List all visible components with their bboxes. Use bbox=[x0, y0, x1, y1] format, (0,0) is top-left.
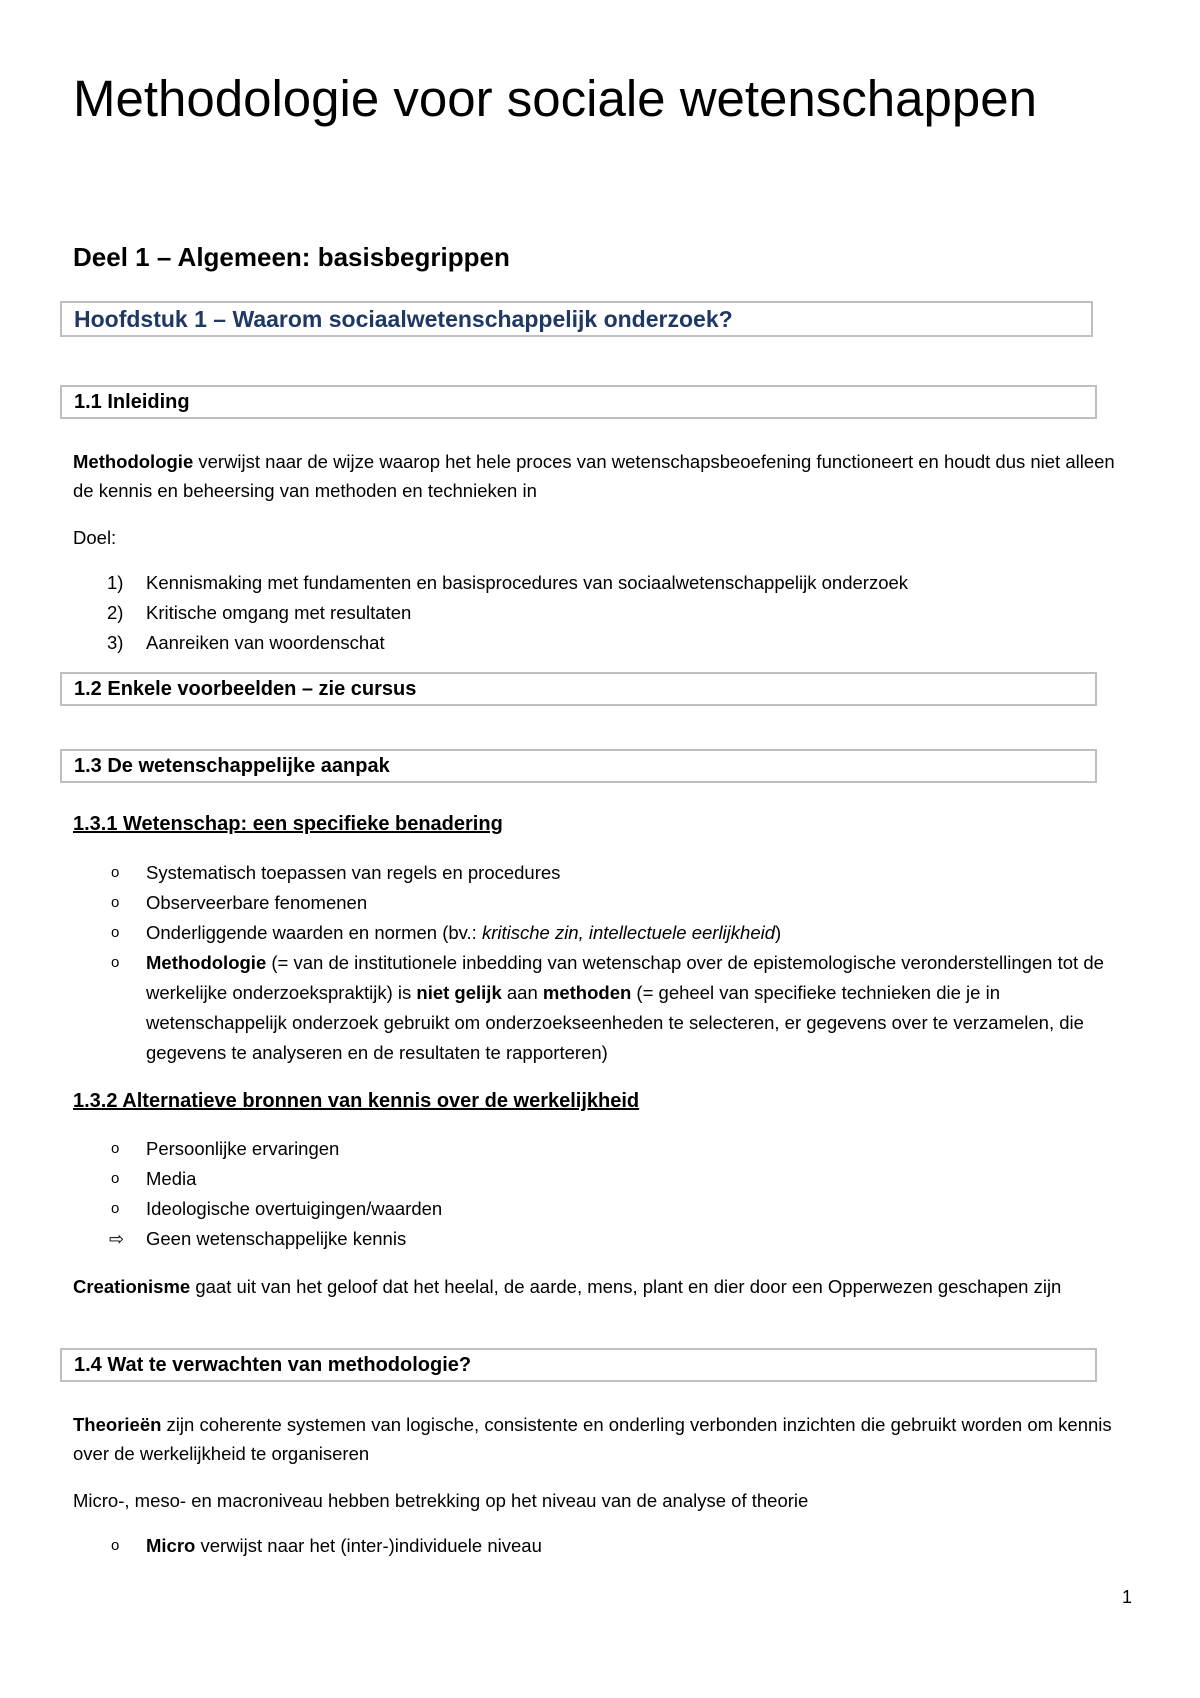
creationism-definition bbox=[73, 1272, 1133, 1301]
list-item bbox=[73, 568, 1133, 598]
subsection-heading-1-3-1: 1.3.1 Wetenschap: een specifieke benadering bbox=[73, 813, 503, 835]
bullet-icon: o bbox=[111, 954, 120, 971]
list-item-text: Observeerbare fenomenen bbox=[146, 892, 368, 913]
list-item bbox=[73, 918, 1133, 948]
methodologie-definition bbox=[73, 447, 1133, 505]
list-item bbox=[73, 628, 1133, 658]
levels-text: Micro-, meso- en macroniveau hebben betrekking op het niveau van de analyse of theorie bbox=[73, 1490, 809, 1511]
list-item-text: Kritische omgang met resultaten bbox=[146, 602, 412, 623]
term-creationisme: Creationisme bbox=[73, 1276, 191, 1297]
section-heading-box-1-2 bbox=[60, 672, 1097, 706]
subsection-heading-1-3-2: 1.3.2 Alternatieve bronnen van kennis over de werkelijkheid bbox=[73, 1090, 640, 1112]
list-item bbox=[73, 1134, 1133, 1164]
bullet-icon: o bbox=[111, 864, 120, 881]
list-item-text: Kennismaking met fundamenten en basisprocedures van sociaalwetenschappelijk onderzoek bbox=[146, 572, 909, 593]
goal-label: Doel: bbox=[73, 527, 117, 548]
list-item bbox=[73, 888, 1133, 918]
arrow-right-icon: ⇨ bbox=[109, 1229, 125, 1249]
list-item bbox=[73, 598, 1133, 628]
list-item-text: Ideologische overtuigingen/waarden bbox=[146, 1198, 443, 1219]
list-item bbox=[73, 1194, 1133, 1224]
term-theorieen: Theorieën bbox=[73, 1414, 162, 1435]
list-item-text: Onderliggende waarden en normen (bv.: bbox=[146, 922, 482, 943]
section-heading-box-1-4 bbox=[60, 1348, 1097, 1382]
term-micro: Micro bbox=[146, 1535, 196, 1556]
methodologie-definition-text: verwijst naar de wijze waarop het hele proces van wetenschapsbeoefening functioneert en houdt dus niet alleen de kennis en beheersing van methoden en technieken in bbox=[73, 451, 1115, 501]
list-item-text: verwijst naar het (inter-)individuele niveau bbox=[195, 1535, 542, 1556]
chapter-heading: Hoofdstuk 1 – Waarom sociaalwetenschappelijk onderzoek? bbox=[74, 305, 733, 332]
bullet-icon: o bbox=[111, 1170, 120, 1187]
list-item-text: Aanreiken van woordenschat bbox=[146, 632, 385, 653]
term-methodologie: Methodologie bbox=[146, 952, 267, 973]
list-item-text: ) bbox=[775, 922, 782, 943]
list-item-italic: kritische zin, intellectuele eerlijkheid bbox=[481, 922, 776, 943]
list-item-text: (= van de institutionele inbedding van wetenschap over de epistemologische veronderstellingen tot de werkelijke onderzoekspraktijk) is bbox=[146, 952, 1104, 1003]
levels-list bbox=[73, 1531, 1133, 1561]
term-methoden: methoden bbox=[542, 982, 632, 1003]
section-heading-box-1-3 bbox=[60, 749, 1097, 783]
section-heading-1-1: 1.1 Inleiding bbox=[74, 390, 190, 413]
bullet-icon: o bbox=[111, 894, 120, 911]
theories-definition-text: zijn coherente systemen van logische, consistente en onderling verbonden inzichten die gebruikt worden om kennis over de werkelijkheid te organiseren bbox=[73, 1414, 1112, 1464]
list-item-text: aan bbox=[501, 982, 543, 1003]
bullet-icon: o bbox=[111, 1537, 120, 1554]
list-item-text: Geen wetenschappelijke kennis bbox=[146, 1228, 407, 1249]
science-approach-list bbox=[73, 858, 1133, 1068]
list-item-text: Media bbox=[146, 1168, 197, 1189]
page-number: 1 bbox=[1122, 1587, 1133, 1607]
chapter-heading-box bbox=[60, 301, 1093, 337]
part-heading: Deel 1 – Algemeen: basisbegrippen bbox=[73, 242, 510, 272]
list-item-text: Systematisch toepassen van regels en procedures bbox=[146, 862, 561, 883]
list-number: 3) bbox=[107, 632, 124, 653]
section-heading-box-1-1 bbox=[60, 385, 1097, 419]
list-item bbox=[73, 858, 1133, 888]
theories-definition bbox=[73, 1410, 1133, 1468]
section-heading-1-4: 1.4 Wat te verwachten van methodologie? bbox=[74, 1353, 472, 1376]
creationism-definition-text: gaat uit van het geloof dat het heelal, de aarde, mens, plant en dier door een Opperwezen geschapen zijn bbox=[190, 1276, 1062, 1297]
list-number: 2) bbox=[107, 602, 124, 623]
bullet-icon: o bbox=[111, 1200, 120, 1217]
list-item bbox=[73, 1531, 1133, 1561]
list-number: 1) bbox=[107, 572, 124, 593]
bullet-icon: o bbox=[111, 1140, 120, 1157]
list-item-text: Persoonlijke ervaringen bbox=[146, 1138, 340, 1159]
list-item bbox=[73, 1164, 1133, 1194]
term-niet-gelijk: niet gelijk bbox=[416, 982, 502, 1003]
list-item bbox=[73, 948, 1133, 1068]
section-heading-1-2: 1.2 Enkele voorbeelden – zie cursus bbox=[74, 677, 417, 700]
bullet-icon: o bbox=[111, 924, 120, 941]
list-item-text: (= geheel van specifieke technieken die je in wetenschappelijk onderzoek gebruikt om onderzoekseenheden te selecteren, er gegevens over te verzamelen, die gegevens te analyseren en de resultaten te rapporteren) bbox=[146, 982, 1084, 1063]
section-heading-1-3: 1.3 De wetenschappelijke aanpak bbox=[74, 754, 390, 777]
list-item bbox=[73, 1224, 1133, 1254]
document-title: Methodologie voor sociale wetenschappen bbox=[73, 70, 1037, 127]
goals-list bbox=[73, 568, 1133, 658]
term-methodologie: Methodologie bbox=[73, 451, 194, 472]
alternative-sources-list bbox=[73, 1134, 1133, 1254]
